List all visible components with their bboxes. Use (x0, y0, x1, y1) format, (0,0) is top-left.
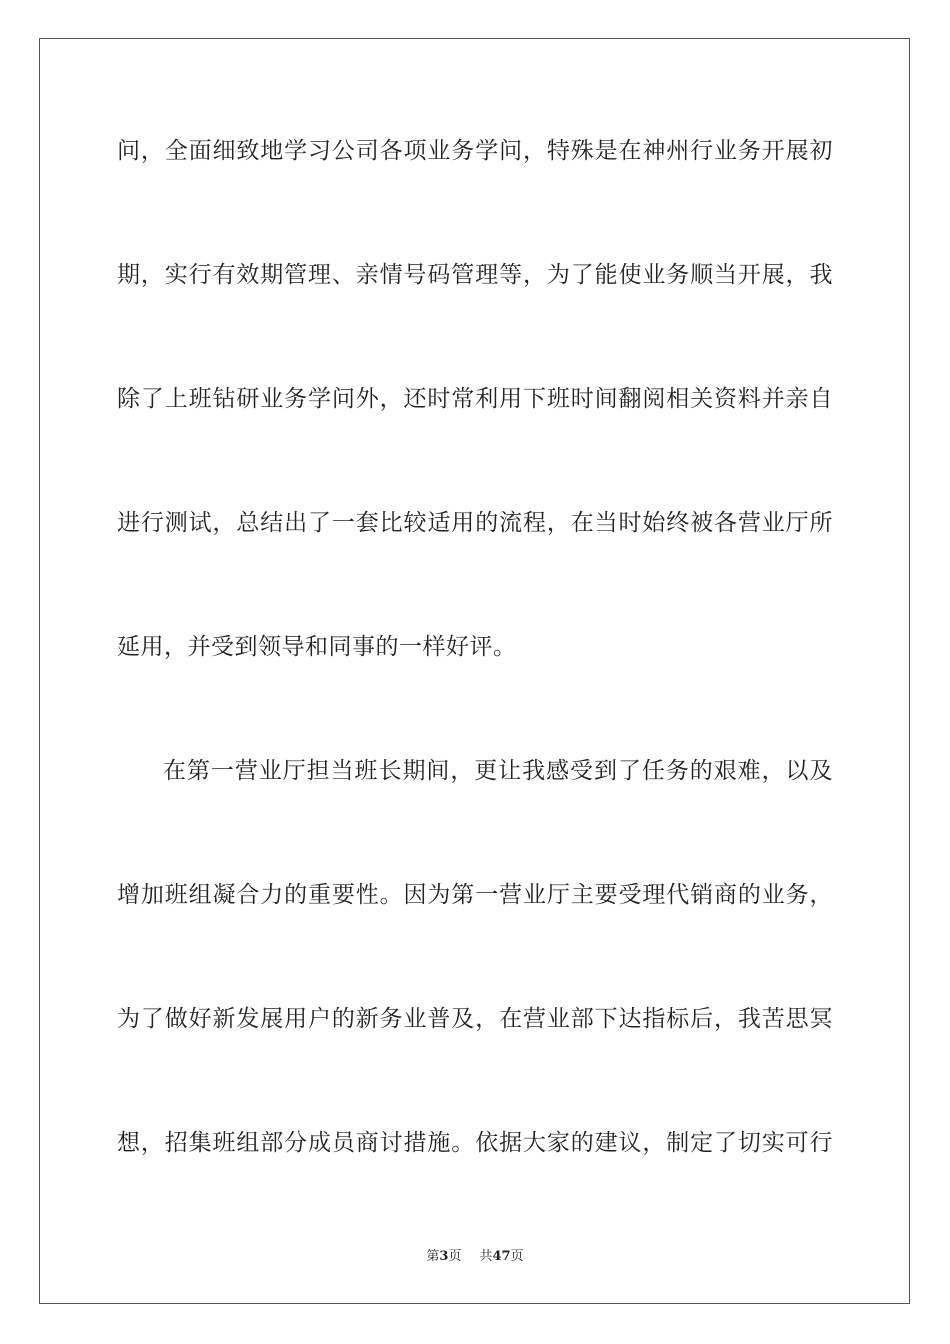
body-text-line-7: 增加班组凝合力的重要性。因为第一营业厅主要受理代销商的业务， (117, 882, 833, 908)
body-text-line-1: 问，全面细致地学习公司各项业务学问，特殊是在神州行业务开展初 (117, 138, 833, 164)
body-text-line-8: 为了做好新发展用户的新务业普及，在营业部下达指标后，我苦思冥 (117, 1006, 833, 1032)
page-suffix: 页 (448, 1249, 462, 1264)
total-suffix: 页 (510, 1249, 524, 1264)
total-prefix: 共 (479, 1249, 493, 1264)
total-pages: 47 (492, 1249, 511, 1264)
body-text-line-3: 除了上班钻研业务学问外，还时常利用下班时间翻阅相关资料并亲自 (117, 386, 833, 412)
page-footer (0, 1248, 950, 1266)
body-text-line-9: 想，招集班组部分成员商讨措施。依据大家的建议，制定了切实可行 (117, 1130, 833, 1156)
page-prefix: 第 (426, 1249, 440, 1264)
page-number: 3 (439, 1249, 449, 1264)
body-text-line-4: 进行测试，总结出了一套比较适用的流程，在当时始终被各营业厅所 (117, 510, 833, 536)
body-text-line-2: 期，实行有效期管理、亲情号码管理等，为了能使业务顺当开展，我 (117, 262, 833, 288)
body-text-line-6: 在第一营业厅担当班长期间，更让我感受到了任务的艰难，以及 (163, 758, 833, 784)
body-text-line-5: 延用，并受到领导和同事的一样好评。 (117, 634, 517, 660)
page-border (39, 38, 910, 1304)
